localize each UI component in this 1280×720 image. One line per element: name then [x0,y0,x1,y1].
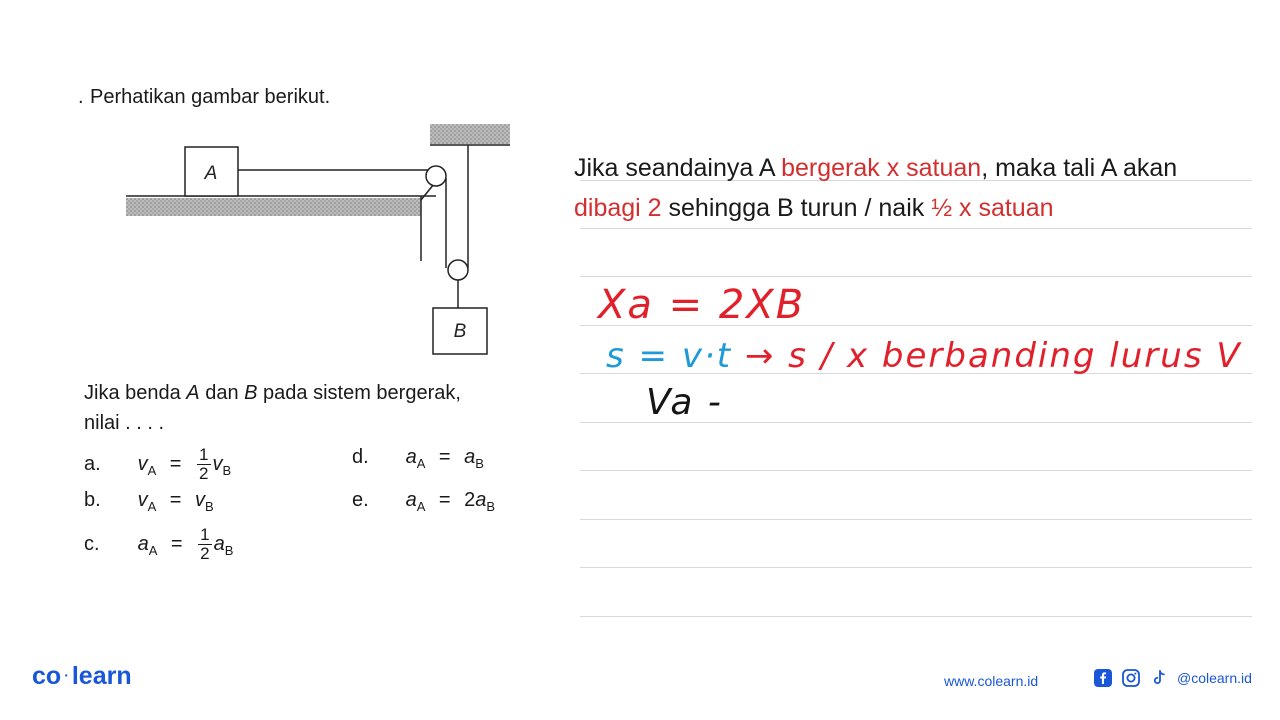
option-rhs: a [213,532,225,555]
equals-sign: = [169,452,182,475]
prompt-line2: nilai . . . . [84,412,165,434]
facebook-icon[interactable] [1093,668,1113,688]
option-rhs: a [464,446,476,468]
option-lhs: v [137,452,148,475]
colearn-logo[interactable] [32,662,132,691]
option-letter: a. [84,452,101,475]
explanation-part: sehingga B turun / naik [661,194,932,222]
notebook-line [580,228,1252,229]
option-rhs-sub: B [475,456,484,471]
option-lhs-sub: A [416,499,426,514]
prompt-text: dan [199,382,245,404]
option-lhs: a [405,489,417,511]
fraction-den: 2 [200,544,210,563]
option-rhs: a [475,489,487,511]
option-b[interactable] [84,489,214,514]
question-title-text: Perhatikan gambar berikut. [90,86,331,108]
option-letter: b. [84,489,101,511]
option-rhs-sub: B [486,499,496,514]
label-b: B [453,321,467,342]
notebook-line [580,470,1252,471]
equals-sign: = [438,446,451,468]
option-lhs-sub: A [147,499,157,514]
fraction [197,446,210,483]
handwritten-line-3: Va - [646,382,723,423]
option-e[interactable] [352,489,495,514]
moving-pulley [448,260,468,280]
option-lhs-sub: A [416,456,426,471]
instagram-icon[interactable] [1121,668,1141,688]
website-link[interactable]: www.colearn.id [944,673,1039,689]
option-lhs-sub: A [147,462,157,478]
fraction [198,526,211,563]
option-lhs: a [137,532,149,555]
option-coefficient: 2 [464,489,476,511]
fixed-pulley [426,166,446,186]
equals-sign: = [438,489,451,511]
option-letter: c. [84,532,100,555]
equals-sign: = [170,532,183,555]
explanation-part: , maka tali A akan [981,154,1178,182]
logo-text: co [32,662,62,690]
question-prompt [84,378,544,438]
prompt-var-a: A [186,382,200,404]
option-a[interactable] [84,446,231,483]
prompt-text: Jika benda [84,382,187,404]
prompt-text: pada sistem bergerak, [257,382,461,404]
explanation-text [574,148,1214,228]
option-rhs-sub: B [222,462,232,478]
option-lhs-sub: A [148,542,158,558]
label-a: A [204,163,218,184]
option-rhs: v [195,489,206,511]
option-letter: d. [352,446,369,468]
explanation-highlight: ½ x satuan [931,194,1054,222]
explanation-highlight: bergerak x satuan [781,154,982,182]
option-lhs: v [137,489,148,511]
notebook-line [580,276,1252,277]
option-c[interactable] [84,526,233,563]
fraction-num: 1 [200,525,210,544]
social-links [1093,668,1252,688]
option-letter: e. [352,489,369,511]
option-rhs: v [212,452,223,475]
tiktok-icon[interactable] [1149,668,1169,688]
question-title: . Perhatikan gambar berikut. [78,86,331,108]
logo-dot: · [64,667,69,683]
handwritten-line-1: Xa = 2XB [598,282,806,328]
option-rhs-sub: B [205,499,214,514]
prompt-var-b: B [244,382,258,404]
handwritten-line-2 [606,336,1242,376]
option-rhs-sub: B [224,542,234,558]
pulley-diagram [118,118,518,363]
notebook-line [580,567,1252,568]
table-surface [126,198,421,216]
notebook-line [580,616,1252,617]
fraction-den: 2 [199,464,209,483]
logo-text: learn [71,662,132,690]
ceiling [430,124,510,144]
equals-sign: = [169,489,182,511]
option-lhs: a [405,446,417,468]
explanation-part: Jika seandainya A [574,154,782,182]
social-handle[interactable]: @colearn.id [1177,670,1252,686]
explanation-highlight: dibagi 2 [574,194,662,222]
notebook-line [580,519,1252,520]
handwritten-formula: s = v·t [606,336,733,376]
fraction-num: 1 [199,445,209,464]
handwritten-note: → s / x berbanding lurus V [744,336,1242,376]
option-d[interactable] [352,446,484,471]
